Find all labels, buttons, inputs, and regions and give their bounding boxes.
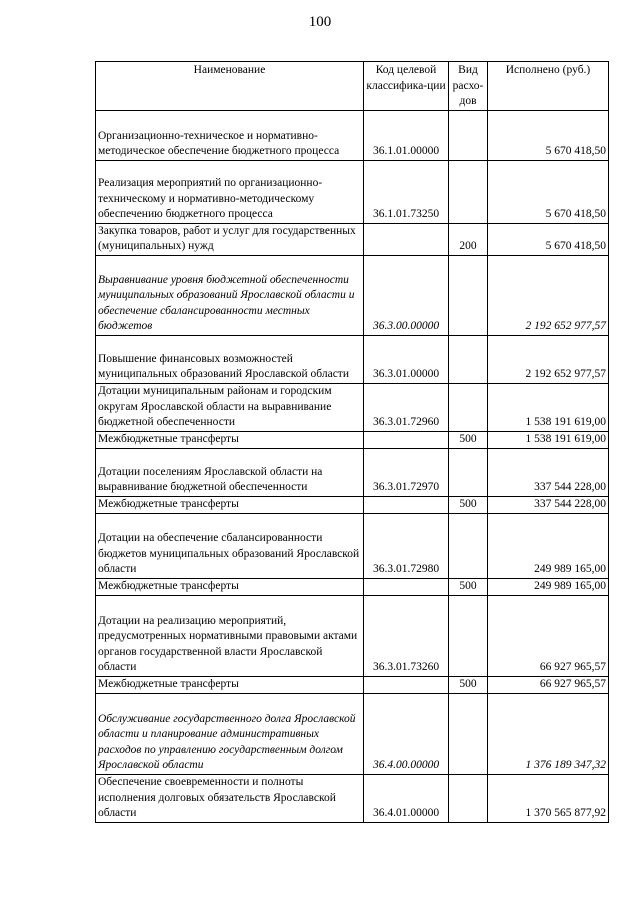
row-code: 36.1.01.73250 <box>364 160 449 223</box>
row-name: Дотации муниципальным районам и городским округам Ярославской области на выравнивание бюджетной обеспеченности <box>96 383 364 431</box>
row-name: Реализация мероприятий по организационно-техническому и нормативно-методическому обеспечению бюджетного процесса <box>96 160 364 223</box>
row-type: 500 <box>449 431 488 448</box>
row-name: Выравнивание уровня бюджетной обеспеченности муниципальных образований Ярославской области и обеспечение сбалансированности местных бюджетов <box>96 255 364 335</box>
row-code: 36.3.01.72980 <box>364 513 449 578</box>
row-code: 36.4.01.00000 <box>364 774 449 822</box>
row-name: Межбюджетные трансферты <box>96 496 364 513</box>
row-code: 36.3.01.73260 <box>364 595 449 676</box>
header-amount: Исполнено (руб.) <box>488 62 609 111</box>
row-code <box>364 223 449 255</box>
row-name: Межбюджетные трансферты <box>96 676 364 693</box>
table-row <box>96 110 609 160</box>
row-name: Дотации поселениям Ярославской области на выравнивание бюджетной обеспеченности <box>96 448 364 496</box>
row-amount: 5 670 418,50 <box>488 110 609 160</box>
table-row <box>96 383 609 431</box>
row-type <box>449 255 488 335</box>
row-type: 200 <box>449 223 488 255</box>
row-code <box>364 676 449 693</box>
row-name: Межбюджетные трансферты <box>96 431 364 448</box>
row-name: Закупка товаров, работ и услуг для государственных (муниципальных) нужд <box>96 223 364 255</box>
row-amount: 337 544 228,00 <box>488 496 609 513</box>
row-type <box>449 595 488 676</box>
row-code <box>364 496 449 513</box>
row-type <box>449 448 488 496</box>
table-row <box>96 676 609 693</box>
table-row <box>96 595 609 676</box>
row-type <box>449 160 488 223</box>
row-type: 500 <box>449 578 488 595</box>
row-code: 36.3.01.72960 <box>364 383 449 431</box>
row-name: Дотации на реализацию мероприятий, предусмотренных нормативными правовыми актами органов государственной власти Ярославской области <box>96 595 364 676</box>
row-amount: 5 670 418,50 <box>488 223 609 255</box>
row-amount: 2 192 652 977,57 <box>488 255 609 335</box>
budget-table <box>95 61 609 823</box>
row-amount: 66 927 965,57 <box>488 595 609 676</box>
row-code: 36.3.00.00000 <box>364 255 449 335</box>
row-type <box>449 774 488 822</box>
header-code: Код целевой классифика-ции <box>364 62 449 111</box>
table-row <box>96 431 609 448</box>
table-body <box>96 110 609 822</box>
table-row <box>96 335 609 383</box>
row-type: 500 <box>449 676 488 693</box>
table-row <box>96 448 609 496</box>
table-row <box>96 223 609 255</box>
row-amount: 2 192 652 977,57 <box>488 335 609 383</box>
row-type <box>449 383 488 431</box>
table-row <box>96 255 609 335</box>
row-type <box>449 335 488 383</box>
row-type <box>449 693 488 774</box>
page-number: 100 <box>308 14 332 30</box>
header-name: Наименование <box>96 62 364 111</box>
row-amount: 249 989 165,00 <box>488 578 609 595</box>
row-name: Организационно-техническое и нормативно-методическое обеспечение бюджетного процесса <box>96 110 364 160</box>
row-type <box>449 513 488 578</box>
row-type <box>449 110 488 160</box>
table-row <box>96 160 609 223</box>
row-code: 36.1.01.00000 <box>364 110 449 160</box>
table-row <box>96 496 609 513</box>
row-type: 500 <box>449 496 488 513</box>
header-type: Вид расхо-дов <box>449 62 488 111</box>
row-amount: 1 376 189 347,32 <box>488 693 609 774</box>
row-name: Обеспечение своевременности и полноты исполнения долговых обязательств Ярославской области <box>96 774 364 822</box>
row-code: 36.3.01.00000 <box>364 335 449 383</box>
row-code <box>364 578 449 595</box>
table-row <box>96 578 609 595</box>
row-name: Дотации на обеспечение сбалансированности бюджетов муниципальных образований Ярославской области <box>96 513 364 578</box>
row-amount: 5 670 418,50 <box>488 160 609 223</box>
table-row <box>96 513 609 578</box>
row-name: Повышение финансовых возможностей муниципальных образований Ярославской области <box>96 335 364 383</box>
row-amount: 249 989 165,00 <box>488 513 609 578</box>
table-row <box>96 774 609 822</box>
row-amount: 1 538 191 619,00 <box>488 431 609 448</box>
row-amount: 1 538 191 619,00 <box>488 383 609 431</box>
row-amount: 1 370 565 877,92 <box>488 774 609 822</box>
row-code <box>364 431 449 448</box>
table-header-row <box>96 62 609 111</box>
table-row <box>96 693 609 774</box>
row-code: 36.3.01.72970 <box>364 448 449 496</box>
row-amount: 66 927 965,57 <box>488 676 609 693</box>
row-name: Обслуживание государственного долга Ярославской области и планирование административных расходов по управлению государственным долгом Ярославской области <box>96 693 364 774</box>
row-name: Межбюджетные трансферты <box>96 578 364 595</box>
row-code: 36.4.00.00000 <box>364 693 449 774</box>
row-amount: 337 544 228,00 <box>488 448 609 496</box>
